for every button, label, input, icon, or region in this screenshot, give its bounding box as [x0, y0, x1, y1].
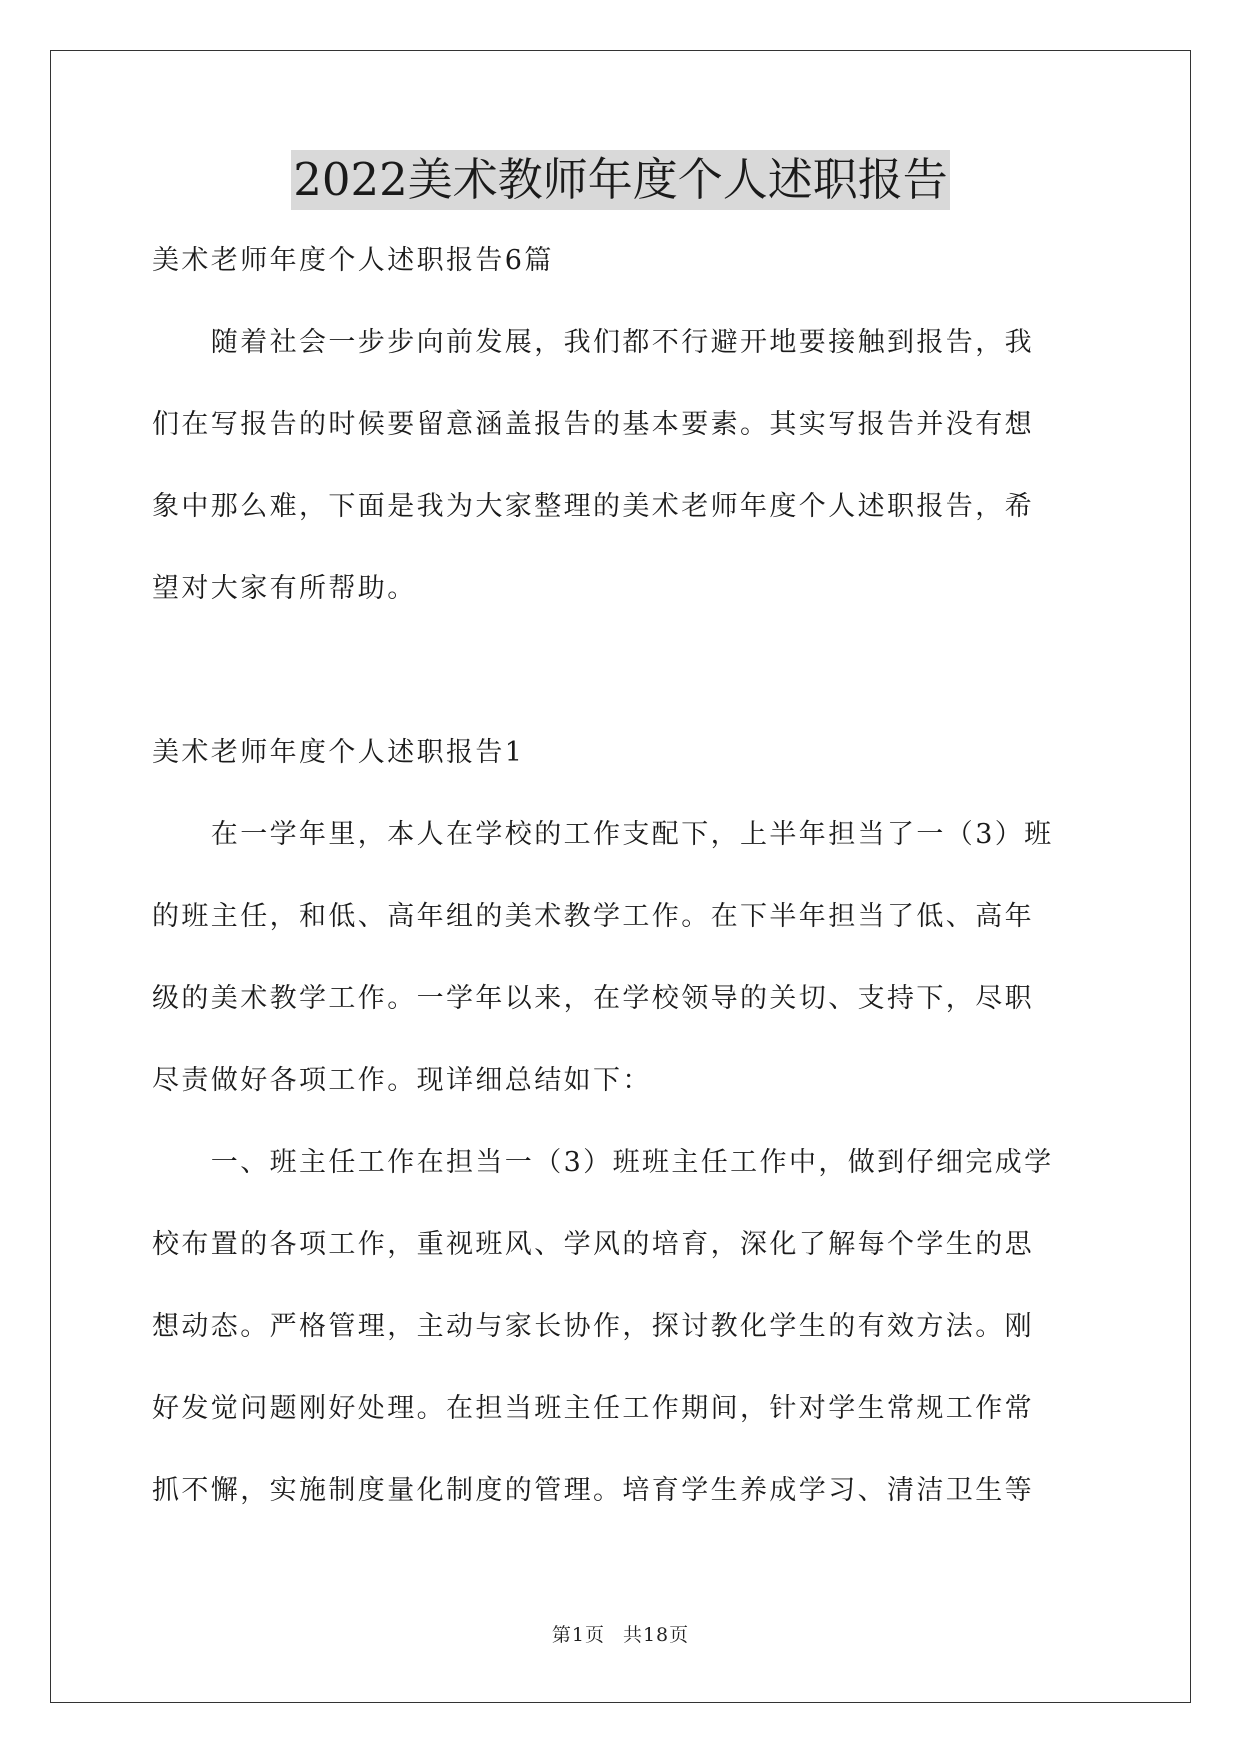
- body-line: 想动态。严格管理，主动与家长协作，探讨教化学生的有效方法。刚: [152, 1311, 1034, 1342]
- section-heading: 美术老师年度个人述职报告1: [152, 737, 525, 768]
- body-line: 抓不懈，实施制度量化制度的管理。培育学生养成学习、清洁卫生等: [152, 1475, 1034, 1506]
- title-wrap: [0, 150, 1241, 210]
- body-line: 美术老师年度个人述职报告6篇: [152, 245, 554, 276]
- body-line: 象中那么难，下面是我为大家整理的美术老师年度个人述职报告，希: [152, 491, 1034, 522]
- body-line: 校布置的各项工作，重视班风、学风的培育，深化了解每个学生的思: [152, 1229, 1034, 1260]
- body-line: 好发觉问题刚好处理。在担当班主任工作期间，针对学生常规工作常: [152, 1393, 1034, 1424]
- body-line: 的班主任，和低、高年组的美术教学工作。在下半年担当了低、高年: [152, 901, 1034, 932]
- document-body: [152, 240, 1092, 1552]
- body-line: 在一学年里，本人在学校的工作支配下，上半年担当了一（3）班: [152, 819, 1054, 850]
- body-line: 随着社会一步步向前发展，我们都不行避开地要接触到报告，我: [152, 327, 1034, 358]
- body-line: 一、班主任工作在担当一（3）班班主任工作中，做到仔细完成学: [152, 1147, 1054, 1178]
- body-line: 们在写报告的时候要留意涵盖报告的基本要素。其实写报告并没有想: [152, 409, 1034, 440]
- page-number: 第1页: [551, 1624, 605, 1646]
- body-line: 望对大家有所帮助。: [152, 573, 417, 604]
- body-line: 尽责做好各项工作。现详细总结如下：: [152, 1065, 652, 1096]
- document-title: 2022美术教师年度个人述职报告: [291, 150, 950, 210]
- page-total: 共18页: [622, 1624, 690, 1646]
- page-footer: [0, 1620, 1241, 1647]
- body-line: 级的美术教学工作。一学年以来，在学校领导的关切、支持下，尽职: [152, 983, 1034, 1014]
